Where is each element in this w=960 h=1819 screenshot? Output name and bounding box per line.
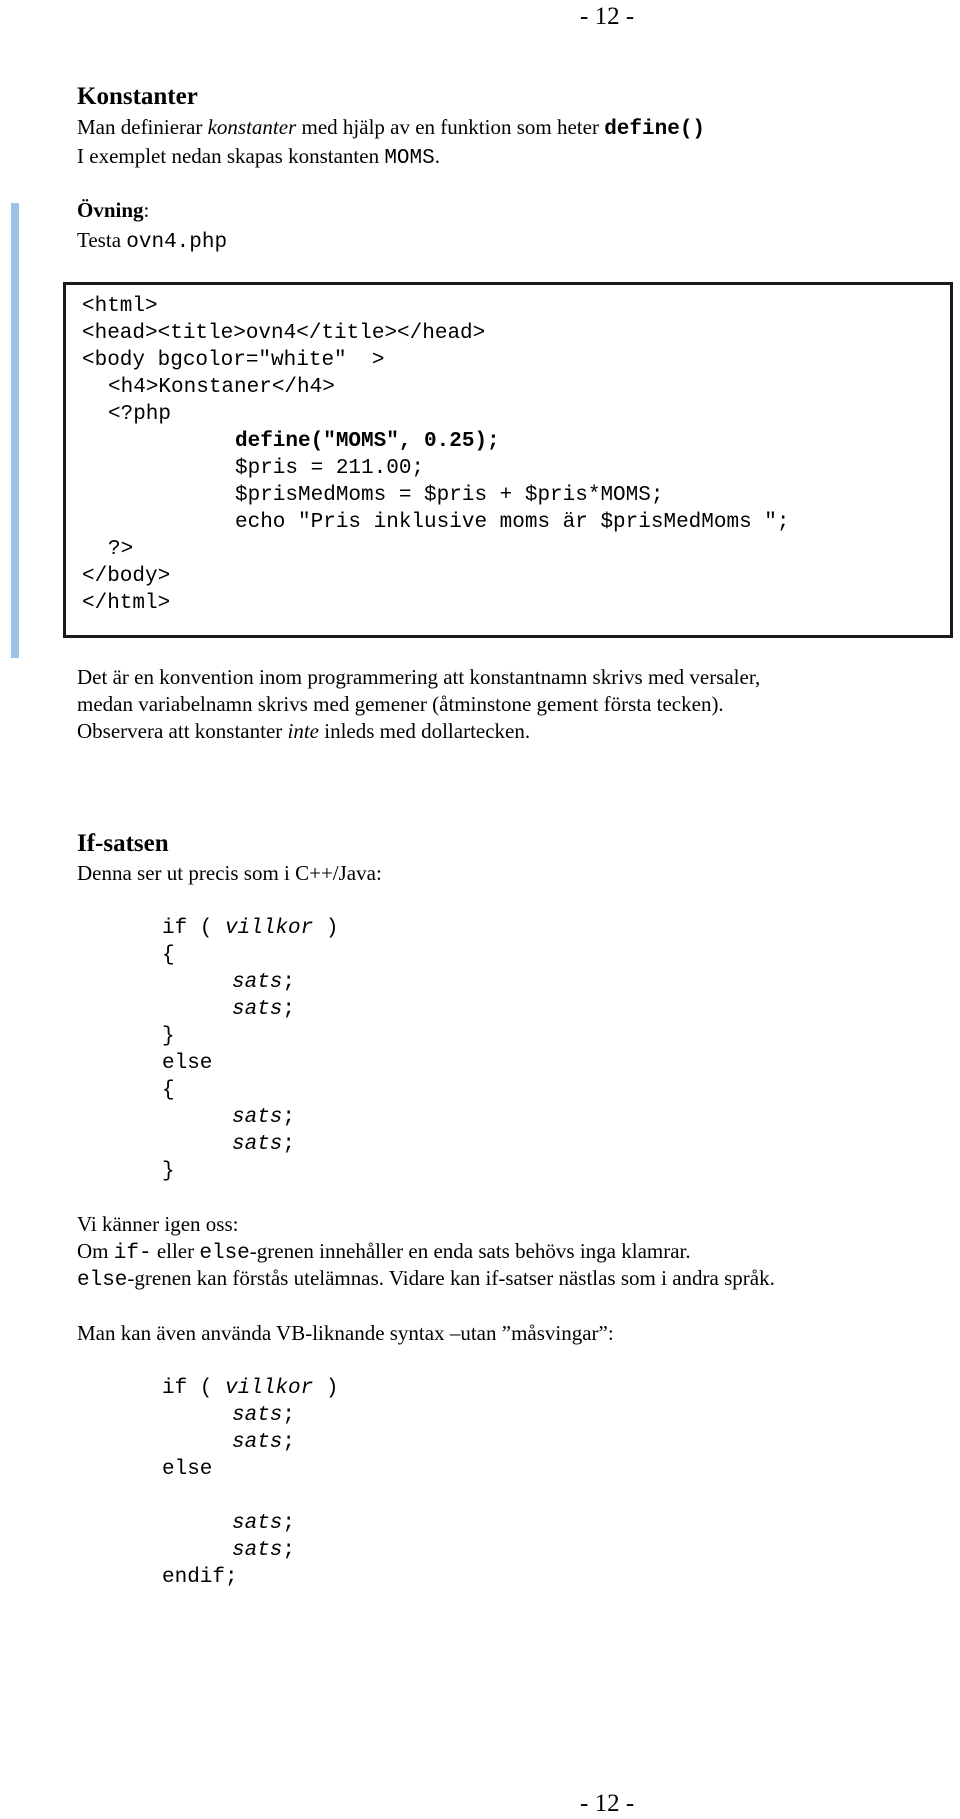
code-line-11: </body>	[82, 565, 171, 588]
section-heading-konstanter: Konstanter	[77, 83, 198, 110]
convention-line-3: Observera att konstanter inte inleds med dollartecken.	[77, 719, 531, 743]
page-number-top: - 12 -	[580, 3, 635, 30]
if-code-close-brace-2: }	[162, 1160, 175, 1183]
vb-code-endif: endif;	[162, 1566, 238, 1589]
exercise-label: Övning:	[77, 198, 150, 222]
if-code-else: else	[162, 1052, 213, 1075]
code-line-6: define("MOMS", 0.25);	[235, 430, 500, 453]
vb-code-else: else	[162, 1458, 213, 1481]
code-line-12: </html>	[82, 592, 171, 615]
vb-code-stmt-4: sats;	[232, 1539, 296, 1562]
page-number-bottom: - 12 -	[580, 1790, 635, 1817]
else-omit-line: else-grenen kan förstås utelämnas. Vidare kan if-satser nästlas som i andra språk.	[77, 1266, 775, 1292]
vb-code-stmt-2: sats;	[232, 1431, 296, 1454]
code-line-7: $pris = 211.00;	[235, 457, 425, 480]
convention-line-2: medan variabelnamn skrivs med gemener (åtminstone gement första tecken).	[77, 692, 724, 716]
code-line-10: ?>	[108, 538, 134, 561]
if-intro: Denna ser ut precis som i C++/Java:	[77, 861, 382, 885]
convention-line-1: Det är en konvention inom programmering att konstantnamn skrivs med versaler,	[77, 665, 761, 689]
intro-line-1: Man definierar konstanter med hjälp av en funktion som heter define()	[77, 115, 706, 141]
vb-code-if: if ( villkor )	[162, 1377, 339, 1400]
intro-line-2: I exemplet nedan skapas konstanten MOMS.	[77, 144, 440, 170]
if-code-open-brace-1: {	[162, 944, 175, 967]
braces-line: Om if- eller else-grenen innehåller en enda sats behövs inga klamrar.	[77, 1239, 691, 1265]
code-line-8: $prisMedMoms = $pris + $pris*MOMS;	[235, 484, 664, 507]
if-code-open-brace-2: {	[162, 1079, 175, 1102]
code-line-2: <head><title>ovn4</title></head>	[82, 322, 486, 345]
vb-code-stmt-1: sats;	[232, 1404, 296, 1427]
vb-code-stmt-3: sats;	[232, 1512, 296, 1535]
exercise-margin-bar	[11, 203, 19, 658]
vb-syntax-line: Man kan även använda VB-liknande syntax –utan ”måsvingar”:	[77, 1321, 614, 1345]
if-code-stmt-2: sats;	[232, 998, 296, 1021]
recognize-line: Vi känner igen oss:	[77, 1212, 239, 1236]
code-line-9: echo "Pris inklusive moms är $prisMedMoms ";	[235, 511, 790, 534]
section-heading-if-satsen: If-satsen	[77, 830, 169, 857]
if-code-stmt-3: sats;	[232, 1106, 296, 1129]
code-line-3: <body bgcolor="white" >	[82, 349, 385, 372]
code-line-5: <?php	[108, 403, 172, 426]
if-code-close-brace-1: }	[162, 1025, 175, 1048]
if-code-stmt-4: sats;	[232, 1133, 296, 1156]
if-code-stmt-1: sats;	[232, 971, 296, 994]
code-line-4: <h4>Konstaner</h4>	[108, 376, 335, 399]
exercise-instruction: Testa ovn4.php	[77, 228, 228, 254]
code-line-1: <html>	[82, 295, 158, 318]
if-code-line-1: if ( villkor )	[162, 917, 339, 940]
